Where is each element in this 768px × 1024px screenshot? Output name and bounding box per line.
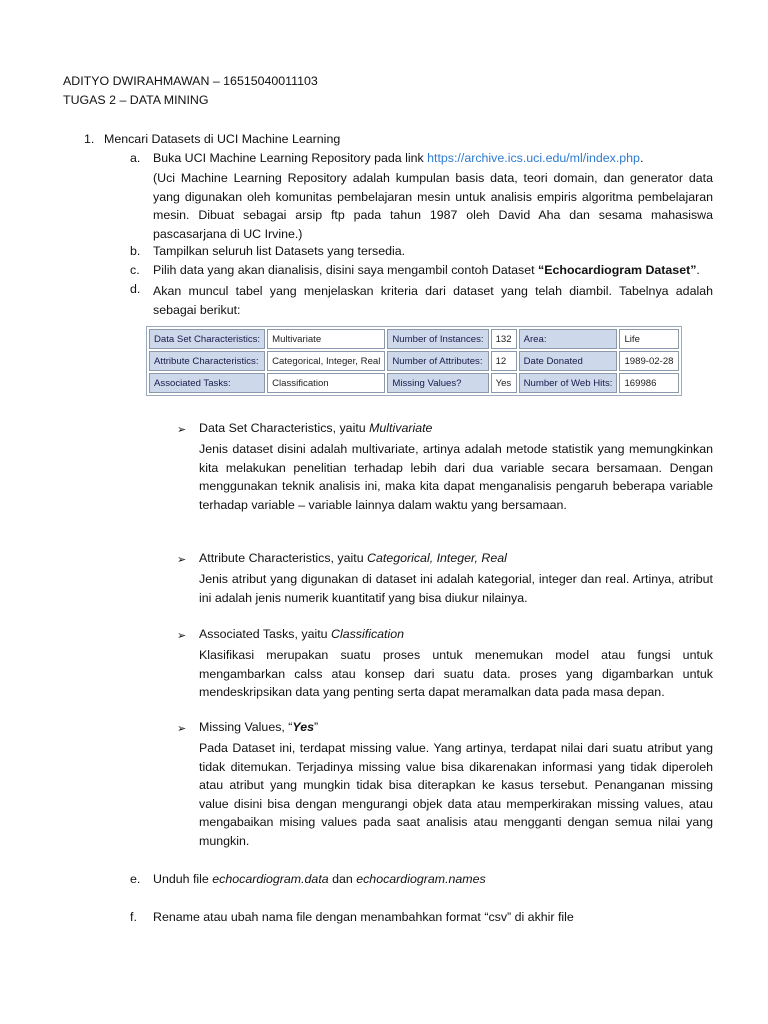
table-key: Number of Web Hits: [519,373,618,393]
table-key: Date Donated [519,351,618,371]
table-key: Number of Instances: [387,329,488,349]
item-c-text: Pilih data yang akan dianalisis, disini saya mengambil contoh Dataset “Echocardiogram Dataset”. [153,263,700,277]
table-value: Categorical, Integer, Real [267,351,385,371]
table-value: 1989-02-28 [619,351,678,371]
table-value: Multivariate [267,329,385,349]
item-a-marker: a. [130,151,141,165]
table-key: Number of Attributes: [387,351,488,371]
item-b-text: Tampilkan seluruh list Datasets yang tersedia. [153,244,406,258]
item-c-marker: c. [130,263,140,277]
arrow-bullet-icon: ➢ [177,630,187,642]
table-key: Missing Values? [387,373,488,393]
item-e-marker: e. [130,872,141,886]
bullet-body: Jenis atribut yang digunakan di dataset ini adalah kategorial, integer dan real. Artinya, atribut ini adalah jenis numerik kuantitatif yang bisa diukur nilainya. [199,572,713,605]
item-d-marker: d. [130,282,141,296]
table-value: 12 [491,351,517,371]
item-d-text: Akan muncul tabel yang menjelaskan kriteria dari dataset yang telah diambil. Tabelnya adalah sebagai berikut: [153,284,713,317]
table-key: Attribute Characteristics: [149,351,265,371]
table-value: Life [619,329,678,349]
item-b-marker: b. [130,244,141,258]
arrow-bullet-icon: ➢ [177,424,187,436]
task-title: TUGAS 2 – DATA MINING [63,93,209,107]
dataset-info-table [146,326,682,396]
bullet-heading: Attribute Characteristics, yaitu Categorical, Integer, Real [199,551,507,565]
uci-repository-link[interactable]: https://archive.ics.uci.edu/ml/index.php [427,151,640,165]
item-e-text: Unduh file echocardiogram.data dan echocardiogram.names [153,872,486,886]
item-a-paragraph: (Uci Machine Learning Repository adalah kumpulan basis data, teori domain, dan generator data yang digunakan oleh komunitas pembelajaran mesin untuk analisis empiris algoritma pembelajaran mesin. Dibuat sebagai arsip ftp pada tahun 1987 oleh David Aha dan sesama mahasiswa pascasarjana di UC Irvine.) [153,171,713,241]
table-value: Yes [491,373,517,393]
arrow-bullet-icon: ➢ [177,723,187,735]
table-value: Classification [267,373,385,393]
bullet-heading: Missing Values, “Yes” [199,720,319,734]
arrow-bullet-icon: ➢ [177,554,187,566]
table-key: Data Set Characteristics: [149,329,265,349]
item-f-text: Rename atau ubah nama file dengan menambahkan format “csv” di akhir file [153,910,574,924]
section-title: Mencari Datasets di UCI Machine Learning [104,132,341,146]
table-key: Associated Tasks: [149,373,265,393]
author-line: ADITYO DWIRAHMAWAN – 16515040011103 [63,74,318,88]
file-name: echocardiogram.names [356,872,486,886]
file-name: echocardiogram.data [212,872,329,886]
bullet-body: Klasifikasi merupakan suatu proses untuk menemukan model atau fungsi untuk mengambarkan calss atau konsep dari suatu data. proses yang digambarkan untuk mendeskripsikan data yang penting serta dapat meramalkan data pada masa depan. [199,648,713,700]
table-row [149,351,679,371]
item-f-marker: f. [130,910,137,924]
table-value: 169986 [619,373,678,393]
bullet-heading: Data Set Characteristics, yaitu Multivariate [199,421,433,435]
dataset-name: “Echocardiogram Dataset” [538,263,697,277]
table-value: 132 [491,329,517,349]
table-row [149,329,679,349]
item-a-text: Buka UCI Machine Learning Repository pada link https://archive.ics.uci.edu/ml/index.php. [153,151,644,165]
section-number: 1. [84,132,95,146]
bullet-body: Jenis dataset disini adalah multivariate, artinya adalah metode statistik yang memungkinkan kita melakukan penelitian terhadap lebih dari dua variable secara bersamaan. Dengan menggunakan teknik analisis ini, maka kita dapat menganalisis pengaruh beberapa variable terhadap variable – variable lainnya dalam waktu yang bersamaan. [199,442,713,512]
bullet-heading: Associated Tasks, yaitu Classification [199,627,405,641]
table-key: Area: [519,329,618,349]
table-row [149,373,679,393]
bullet-body: Pada Dataset ini, terdapat missing value. Yang artinya, terdapat nilai dari suatu atribut yang tidak ditemukan. Terjadinya missing value bisa dikarenakan informasi yang tidak diperoleh atau atribut yang mungkin tidak bisa diterapkan ke kasus tersebut. Penanganan missing value disini bisa dengan mengurangi objek data atau memperkirakan missing values, atau mengabaikan mising values pada saat analisis atau mengganti dengan semua nilai yang mungkin. [199,741,713,848]
